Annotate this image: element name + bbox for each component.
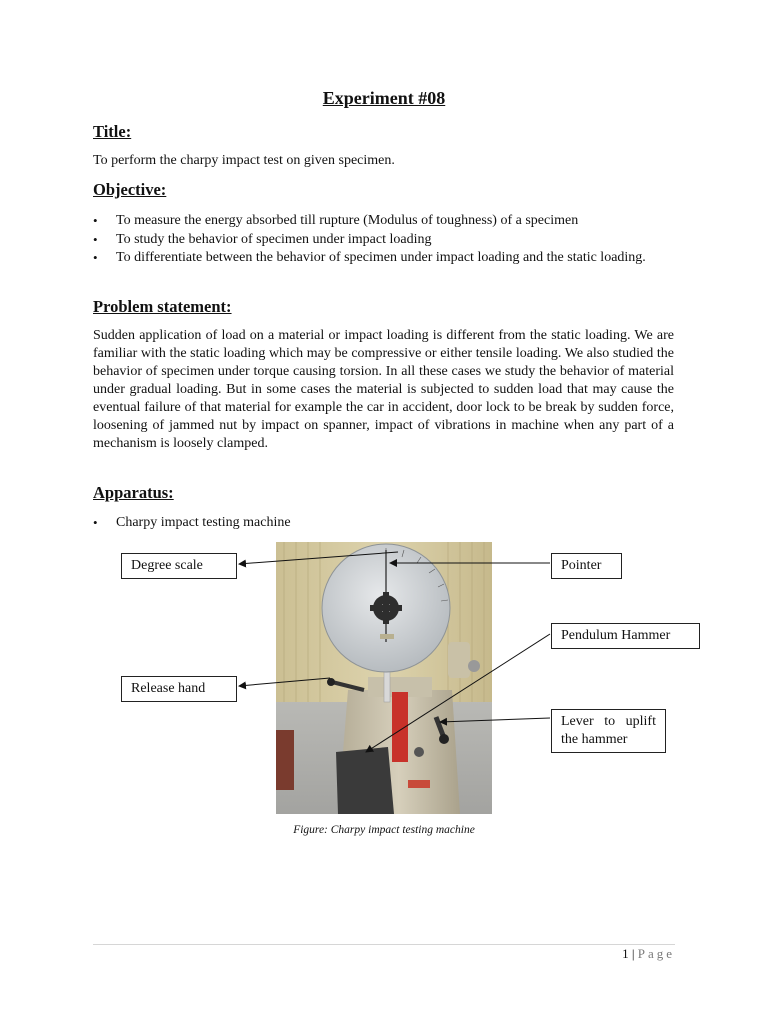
- machine-photo: [276, 542, 492, 814]
- label-lever: [551, 709, 666, 753]
- objective-item: • To measure the energy absorbed till rupture (Modulus of toughness) of a specimen: [93, 212, 674, 231]
- label-pointer: Pointer: [551, 553, 622, 579]
- objective-heading: Objective:: [93, 180, 167, 199]
- page-separator: |: [628, 946, 638, 961]
- footer-divider: [93, 944, 675, 945]
- label-lever-line1: Lever to uplift: [561, 714, 656, 729]
- apparatus-heading: Apparatus:: [93, 483, 174, 502]
- problem-statement-text: Sudden application of load on a material or impact loading is different from the static loading. We are familiar with the static loading which may be compressive or either tensile loading. We also studied the behavior of specimen under torque causing torsion. In all these cases we study the behavior of material under gradual loading. But in some cases the material is subjected to sudden load that may cause the eventual failure of that material for example the car in accident, door lock to be break by sudden force, loosening of jammed nut by impact on spanner, impact of vibrations in machine when any part of a mechanism is loosely clamped.: [93, 328, 674, 451]
- page-footer: [622, 946, 675, 962]
- figure-caption: Figure: Charpy impact testing machine: [293, 824, 475, 836]
- label-lever-line2: the hammer: [561, 732, 628, 747]
- page-number: 1: [622, 946, 629, 961]
- apparatus-item: • Charpy impact testing machine: [93, 514, 674, 533]
- problem-statement-heading: Problem statement:: [93, 297, 232, 316]
- label-pendulum-hammer: Pendulum Hammer: [551, 623, 700, 649]
- objective-list: [93, 212, 674, 268]
- label-release-hand: Release hand: [121, 676, 237, 702]
- title-text: To perform the charpy impact test on given specimen.: [93, 153, 395, 168]
- document-title: Experiment #08: [322, 88, 446, 108]
- title-heading: Title:: [93, 122, 132, 141]
- objective-item: • To study the behavior of specimen under impact loading: [93, 231, 674, 250]
- objective-item: • To differentiate between the behavior of specimen under impact loading and the static loading.: [93, 249, 674, 268]
- page-word: Page: [637, 946, 675, 961]
- apparatus-list: [93, 514, 674, 533]
- label-degree-scale: Degree scale: [121, 553, 237, 579]
